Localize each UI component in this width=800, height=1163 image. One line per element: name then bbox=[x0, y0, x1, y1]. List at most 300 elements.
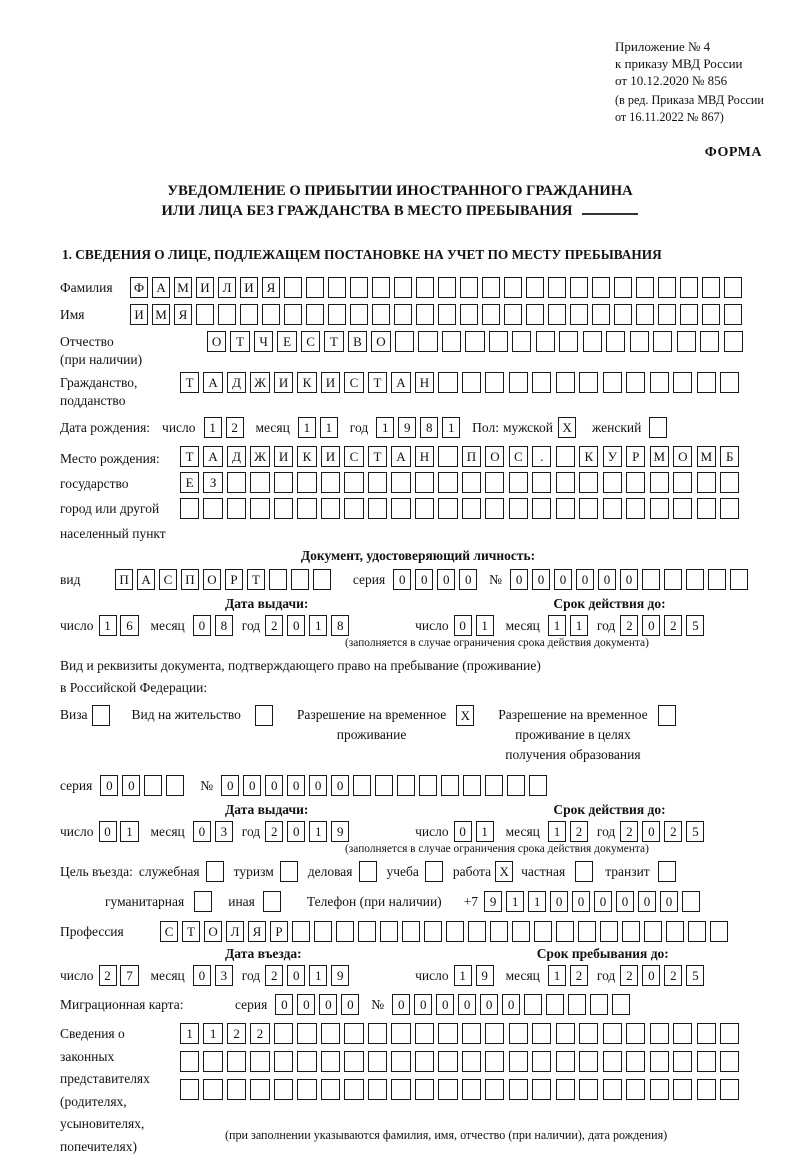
char-cell bbox=[196, 304, 214, 325]
char-cell: 1 bbox=[506, 891, 524, 912]
phone-label: Телефон (при наличии) bbox=[306, 893, 442, 909]
option-visa-label: Виза bbox=[60, 707, 88, 722]
char-cell: 0 bbox=[193, 821, 211, 842]
char-cell bbox=[482, 304, 500, 325]
char-cell bbox=[673, 1079, 692, 1100]
char-cell bbox=[250, 1079, 269, 1100]
char-cell bbox=[368, 472, 387, 493]
char-cell: 1 bbox=[454, 965, 472, 986]
phone-cells bbox=[484, 891, 704, 912]
char-cell: . bbox=[532, 446, 551, 467]
char-cell: 2 bbox=[265, 965, 283, 986]
sex-female-checkbox bbox=[649, 417, 671, 438]
char-cell: И bbox=[240, 277, 258, 298]
char-cell bbox=[485, 775, 503, 796]
char-cell: У bbox=[603, 446, 622, 467]
char-cell: П bbox=[462, 446, 481, 467]
char-cell bbox=[579, 498, 598, 519]
char-cell: 0 bbox=[275, 994, 293, 1015]
char-cell bbox=[603, 1051, 622, 1072]
char-cell bbox=[642, 569, 660, 590]
char-cell: П bbox=[181, 569, 199, 590]
char-cell bbox=[92, 705, 110, 726]
char-cell bbox=[438, 277, 456, 298]
char-cell bbox=[402, 921, 420, 942]
char-cell bbox=[680, 304, 698, 325]
char-cell bbox=[697, 498, 716, 519]
char-cell bbox=[579, 372, 598, 393]
valid-until-heading: Срок действия до: bbox=[553, 802, 666, 817]
name-row bbox=[60, 304, 776, 325]
char-cell bbox=[600, 921, 618, 942]
char-cell bbox=[556, 1023, 575, 1044]
char-cell bbox=[380, 921, 398, 942]
birth-place-label-line: государство bbox=[60, 476, 129, 491]
char-cell bbox=[583, 331, 602, 352]
residence-intro-line1: Вид и реквизиты документа, подтверждающего право на пребывание (проживание) bbox=[60, 658, 541, 673]
month-label: месяц bbox=[505, 823, 540, 839]
char-cell: 1 bbox=[180, 1023, 199, 1044]
title-blank-underline bbox=[582, 213, 638, 215]
char-cell bbox=[391, 472, 410, 493]
purpose-study-label: учеба bbox=[386, 863, 419, 879]
char-cell bbox=[391, 1051, 410, 1072]
option-residence-permit-label: Вид на жительство bbox=[131, 707, 241, 722]
char-cell: О bbox=[673, 446, 692, 467]
char-cell bbox=[297, 498, 316, 519]
char-cell: Я bbox=[248, 921, 266, 942]
char-cell bbox=[658, 277, 676, 298]
char-cell bbox=[313, 569, 331, 590]
char-cell: И bbox=[274, 372, 293, 393]
appendix-line: от 10.12.2020 № 856 bbox=[615, 73, 728, 88]
char-cell bbox=[697, 1023, 716, 1044]
char-cell bbox=[568, 994, 586, 1015]
char-cell: 0 bbox=[480, 994, 498, 1015]
char-cell: А bbox=[137, 569, 155, 590]
char-cell: О bbox=[203, 569, 221, 590]
char-cell bbox=[650, 1079, 669, 1100]
char-cell: Ф bbox=[130, 277, 148, 298]
char-cell: 1 bbox=[309, 615, 327, 636]
char-cell: С bbox=[509, 446, 528, 467]
char-cell bbox=[263, 891, 281, 912]
char-cell bbox=[524, 994, 542, 1015]
birth-place-cells-row2 bbox=[180, 472, 744, 493]
char-cell: 0 bbox=[99, 821, 117, 842]
char-cell bbox=[720, 472, 739, 493]
day-label: число bbox=[162, 419, 196, 435]
char-cell: 1 bbox=[203, 1023, 222, 1044]
char-cell bbox=[579, 472, 598, 493]
char-cell bbox=[606, 331, 625, 352]
char-cell bbox=[297, 1023, 316, 1044]
char-cell bbox=[368, 1051, 387, 1072]
char-cell bbox=[485, 1079, 504, 1100]
char-cell bbox=[702, 277, 720, 298]
char-cell: 0 bbox=[265, 775, 283, 796]
appendix-line: к приказу МВД России bbox=[615, 56, 743, 71]
char-cell bbox=[682, 891, 700, 912]
char-cell bbox=[394, 277, 412, 298]
residence-issue-group bbox=[60, 821, 353, 842]
entry-dates-row bbox=[60, 965, 776, 986]
char-cell: Р bbox=[626, 446, 645, 467]
valid-month-cells bbox=[548, 821, 592, 842]
char-cell: 0 bbox=[594, 891, 612, 912]
char-cell bbox=[702, 304, 720, 325]
char-cell: 1 bbox=[320, 417, 338, 438]
purpose-private-checkbox bbox=[575, 861, 597, 882]
char-cell bbox=[614, 277, 632, 298]
char-cell bbox=[344, 1023, 363, 1044]
char-cell bbox=[291, 569, 309, 590]
char-cell: 1 bbox=[570, 615, 588, 636]
char-cell: 0 bbox=[436, 994, 454, 1015]
char-cell: X bbox=[495, 861, 513, 882]
citizenship-cells bbox=[180, 372, 744, 393]
char-cell: 0 bbox=[620, 569, 638, 590]
char-cell bbox=[250, 498, 269, 519]
char-cell bbox=[344, 1079, 363, 1100]
char-cell bbox=[548, 304, 566, 325]
form-body bbox=[60, 277, 776, 1158]
char-cell: 5 bbox=[686, 615, 704, 636]
doc-series-cells bbox=[393, 569, 481, 590]
char-cell bbox=[418, 331, 437, 352]
form-title-line1: УВЕДОМЛЕНИЕ О ПРИБЫТИИ ИНОСТРАННОГО ГРАЖДАНИНА bbox=[167, 183, 633, 199]
option-label-line: Разрешение на временное bbox=[498, 707, 648, 722]
char-cell bbox=[658, 861, 676, 882]
profession-row bbox=[60, 921, 776, 942]
char-cell bbox=[250, 1051, 269, 1072]
char-cell: Т bbox=[247, 569, 265, 590]
residence-options-row bbox=[60, 705, 776, 765]
char-cell: 0 bbox=[415, 569, 433, 590]
char-cell: 0 bbox=[193, 965, 211, 986]
char-cell bbox=[269, 569, 287, 590]
identity-date-headings bbox=[60, 596, 776, 612]
char-cell: 2 bbox=[664, 965, 682, 986]
char-cell bbox=[328, 304, 346, 325]
char-cell: 0 bbox=[459, 569, 477, 590]
char-cell bbox=[227, 1051, 246, 1072]
char-cell bbox=[512, 331, 531, 352]
char-cell bbox=[534, 921, 552, 942]
char-cell bbox=[556, 472, 575, 493]
month-label: месяц bbox=[150, 617, 185, 633]
char-cell bbox=[673, 472, 692, 493]
char-cell bbox=[680, 277, 698, 298]
sex-male-checkbox bbox=[558, 417, 580, 438]
representatives-label-line: (родителях, bbox=[60, 1093, 127, 1109]
char-cell bbox=[344, 498, 363, 519]
char-cell bbox=[415, 498, 434, 519]
char-cell bbox=[438, 304, 456, 325]
char-cell bbox=[328, 277, 346, 298]
char-cell bbox=[556, 498, 575, 519]
char-cell: С bbox=[301, 331, 320, 352]
day-label: число bbox=[415, 967, 449, 983]
char-cell: 0 bbox=[414, 994, 432, 1015]
residence-valid-group bbox=[415, 821, 708, 842]
series-label: серия bbox=[60, 777, 93, 793]
char-cell bbox=[697, 472, 716, 493]
char-cell: Я bbox=[262, 277, 280, 298]
char-cell bbox=[359, 861, 377, 882]
char-cell bbox=[570, 277, 588, 298]
char-cell bbox=[419, 775, 437, 796]
char-cell: 0 bbox=[437, 569, 455, 590]
char-cell bbox=[218, 304, 236, 325]
validity-note: (заполняется в случае ограничения срока действия документа) bbox=[345, 843, 649, 855]
year-label: год bbox=[241, 823, 261, 839]
char-cell: 9 bbox=[476, 965, 494, 986]
day-label: число bbox=[415, 617, 449, 633]
migration-card-row bbox=[60, 994, 776, 1015]
char-cell bbox=[526, 277, 544, 298]
char-cell bbox=[664, 569, 682, 590]
issue-date-heading: Дата выдачи: bbox=[225, 596, 309, 611]
citizenship-label: Гражданство, bbox=[60, 374, 138, 390]
entry-date-headings bbox=[60, 946, 776, 962]
char-cell bbox=[720, 1079, 739, 1100]
char-cell bbox=[462, 498, 481, 519]
char-cell: А bbox=[391, 446, 410, 467]
char-cell bbox=[424, 921, 442, 942]
char-cell: 0 bbox=[221, 775, 239, 796]
char-cell: 0 bbox=[642, 615, 660, 636]
char-cell bbox=[532, 1079, 551, 1100]
char-cell bbox=[321, 498, 340, 519]
year-label: год bbox=[349, 419, 369, 435]
char-cell: 0 bbox=[642, 965, 660, 986]
stay-until-heading: Срок пребывания до: bbox=[536, 946, 669, 961]
month-label: месяц bbox=[150, 823, 185, 839]
char-cell bbox=[509, 1051, 528, 1072]
char-cell bbox=[579, 1023, 598, 1044]
char-cell: 0 bbox=[454, 821, 472, 842]
residence-intro-line2: в Российской Федерации: bbox=[60, 680, 208, 695]
char-cell bbox=[375, 775, 393, 796]
year-label: год bbox=[596, 617, 616, 633]
patronymic-label-note: (при наличии) bbox=[60, 352, 143, 367]
char-cell bbox=[720, 498, 739, 519]
option-temp-residence bbox=[297, 705, 478, 745]
char-cell bbox=[144, 775, 162, 796]
sex-male-label: мужской bbox=[502, 419, 554, 435]
representatives-label-line: усыновителях, bbox=[60, 1116, 145, 1131]
char-cell: М bbox=[697, 446, 716, 467]
representatives-label-line: попечителях) bbox=[60, 1138, 137, 1154]
char-cell bbox=[438, 472, 457, 493]
char-cell: 0 bbox=[287, 965, 305, 986]
purpose-official-checkbox bbox=[206, 861, 228, 882]
identity-doc-kind-row bbox=[60, 569, 776, 590]
char-cell bbox=[592, 277, 610, 298]
char-cell bbox=[526, 304, 544, 325]
char-cell: 0 bbox=[297, 994, 315, 1015]
char-cell: 1 bbox=[309, 965, 327, 986]
char-cell bbox=[603, 1079, 622, 1100]
char-cell bbox=[673, 372, 692, 393]
appendix-line: Приложение № 4 bbox=[615, 39, 711, 54]
day-label: число bbox=[60, 967, 94, 983]
char-cell: 0 bbox=[287, 775, 305, 796]
char-cell bbox=[180, 1051, 199, 1072]
entry-month-cells bbox=[193, 965, 237, 986]
char-cell bbox=[658, 304, 676, 325]
representatives-note: (при заполнении указываются фамилия, имя, отчество (при наличии), дата рождения) bbox=[225, 1128, 668, 1142]
number-sign: № bbox=[371, 996, 385, 1012]
char-cell: 1 bbox=[298, 417, 316, 438]
char-cell: Ч bbox=[254, 331, 273, 352]
valid-month-cells bbox=[548, 615, 592, 636]
day-label: число bbox=[415, 823, 449, 839]
char-cell: Д bbox=[227, 446, 246, 467]
char-cell: 1 bbox=[528, 891, 546, 912]
option-label-line: получения образования bbox=[505, 747, 641, 762]
residence-series-cells bbox=[100, 775, 188, 796]
option-temp-residence-education-label bbox=[498, 705, 647, 765]
char-cell: В bbox=[348, 331, 367, 352]
char-cell bbox=[368, 1023, 387, 1044]
char-cell bbox=[462, 1079, 481, 1100]
char-cell: 0 bbox=[319, 994, 337, 1015]
char-cell bbox=[463, 775, 481, 796]
phone-prefix: +7 bbox=[463, 893, 479, 909]
doc-kind-cells bbox=[115, 569, 335, 590]
char-cell bbox=[391, 1079, 410, 1100]
char-cell: 0 bbox=[502, 994, 520, 1015]
char-cell bbox=[650, 498, 669, 519]
char-cell bbox=[724, 331, 743, 352]
char-cell: 0 bbox=[392, 994, 410, 1015]
residence-date-headings bbox=[60, 802, 776, 818]
char-cell bbox=[614, 304, 632, 325]
patronymic-row bbox=[60, 331, 776, 352]
residence-doc-intro bbox=[60, 655, 776, 699]
char-cell bbox=[442, 331, 461, 352]
issue-year-cells bbox=[265, 821, 353, 842]
char-cell bbox=[227, 1079, 246, 1100]
char-cell: 6 bbox=[120, 615, 138, 636]
representatives-labels bbox=[60, 1023, 180, 1158]
char-cell: Я bbox=[174, 304, 192, 325]
month-label: месяц bbox=[505, 617, 540, 633]
char-cell bbox=[556, 921, 574, 942]
char-cell bbox=[372, 304, 390, 325]
char-cell bbox=[397, 775, 415, 796]
number-sign: № bbox=[200, 777, 214, 793]
char-cell bbox=[688, 921, 706, 942]
char-cell bbox=[485, 372, 504, 393]
birth-place-cells-row1 bbox=[180, 446, 744, 467]
char-cell bbox=[590, 994, 608, 1015]
char-cell bbox=[673, 498, 692, 519]
birth-place-label-line: Место рождения: bbox=[60, 451, 160, 466]
char-cell bbox=[344, 472, 363, 493]
char-cell: 9 bbox=[398, 417, 416, 438]
valid-year-cells bbox=[620, 615, 708, 636]
char-cell bbox=[180, 1079, 199, 1100]
appendix-note-line: от 16.11.2022 № 867) bbox=[615, 109, 724, 124]
identity-dates-row bbox=[60, 615, 776, 636]
char-cell bbox=[292, 921, 310, 942]
birth-place-block bbox=[60, 446, 776, 546]
char-cell: С bbox=[344, 372, 363, 393]
char-cell bbox=[438, 1051, 457, 1072]
valid-day-cells bbox=[454, 615, 498, 636]
char-cell bbox=[297, 1079, 316, 1100]
appendix-block bbox=[615, 38, 800, 125]
char-cell: 0 bbox=[598, 569, 616, 590]
purpose-transit-label: транзит bbox=[605, 863, 650, 879]
birth-place-label-line: населенный пункт bbox=[60, 526, 166, 541]
char-cell: X bbox=[456, 705, 474, 726]
char-cell bbox=[556, 1051, 575, 1072]
form-label: ФОРМА bbox=[704, 145, 762, 160]
citizenship-label-line2: подданство bbox=[60, 393, 126, 408]
char-cell bbox=[730, 569, 748, 590]
char-cell bbox=[441, 775, 459, 796]
issue-day-cells bbox=[99, 821, 143, 842]
char-cell bbox=[556, 1079, 575, 1100]
char-cell: 5 bbox=[686, 965, 704, 986]
char-cell bbox=[372, 277, 390, 298]
char-cell: 2 bbox=[620, 821, 638, 842]
birth-place-label-line: город или другой bbox=[60, 501, 160, 516]
char-cell bbox=[274, 1079, 293, 1100]
identity-issue-group bbox=[60, 615, 353, 636]
purpose-label: Цель въезда: bbox=[60, 863, 133, 879]
year-label: год bbox=[241, 967, 261, 983]
option-visa bbox=[60, 705, 114, 726]
option-label-line: проживание в целях bbox=[515, 727, 631, 742]
char-cell: М bbox=[152, 304, 170, 325]
representatives-cells-row2 bbox=[180, 1051, 744, 1072]
year-label: год bbox=[596, 967, 616, 983]
char-cell: 2 bbox=[226, 417, 244, 438]
char-cell: 1 bbox=[548, 821, 566, 842]
char-cell bbox=[603, 472, 622, 493]
representatives-cells-row1 bbox=[180, 1023, 744, 1044]
birth-month-cells bbox=[298, 417, 342, 438]
char-cell: 9 bbox=[331, 965, 349, 986]
purpose-humanitarian-checkbox bbox=[194, 891, 216, 912]
char-cell: 0 bbox=[572, 891, 590, 912]
entry-date-heading: Дата въезда: bbox=[225, 946, 302, 961]
issue-day-cells bbox=[99, 615, 143, 636]
char-cell bbox=[166, 775, 184, 796]
char-cell: 0 bbox=[454, 615, 472, 636]
char-cell: 0 bbox=[287, 615, 305, 636]
char-cell bbox=[579, 1051, 598, 1072]
char-cell: 1 bbox=[99, 615, 117, 636]
char-cell bbox=[415, 472, 434, 493]
char-cell: Т bbox=[368, 372, 387, 393]
char-cell bbox=[240, 304, 258, 325]
char-cell: И bbox=[274, 446, 293, 467]
char-cell: 2 bbox=[99, 965, 117, 986]
char-cell bbox=[465, 331, 484, 352]
char-cell: 0 bbox=[122, 775, 140, 796]
residence-series-row bbox=[60, 775, 776, 796]
char-cell: 0 bbox=[341, 994, 359, 1015]
valid-until-heading: Срок действия до: bbox=[553, 596, 666, 611]
char-cell bbox=[532, 1051, 551, 1072]
char-cell bbox=[548, 277, 566, 298]
